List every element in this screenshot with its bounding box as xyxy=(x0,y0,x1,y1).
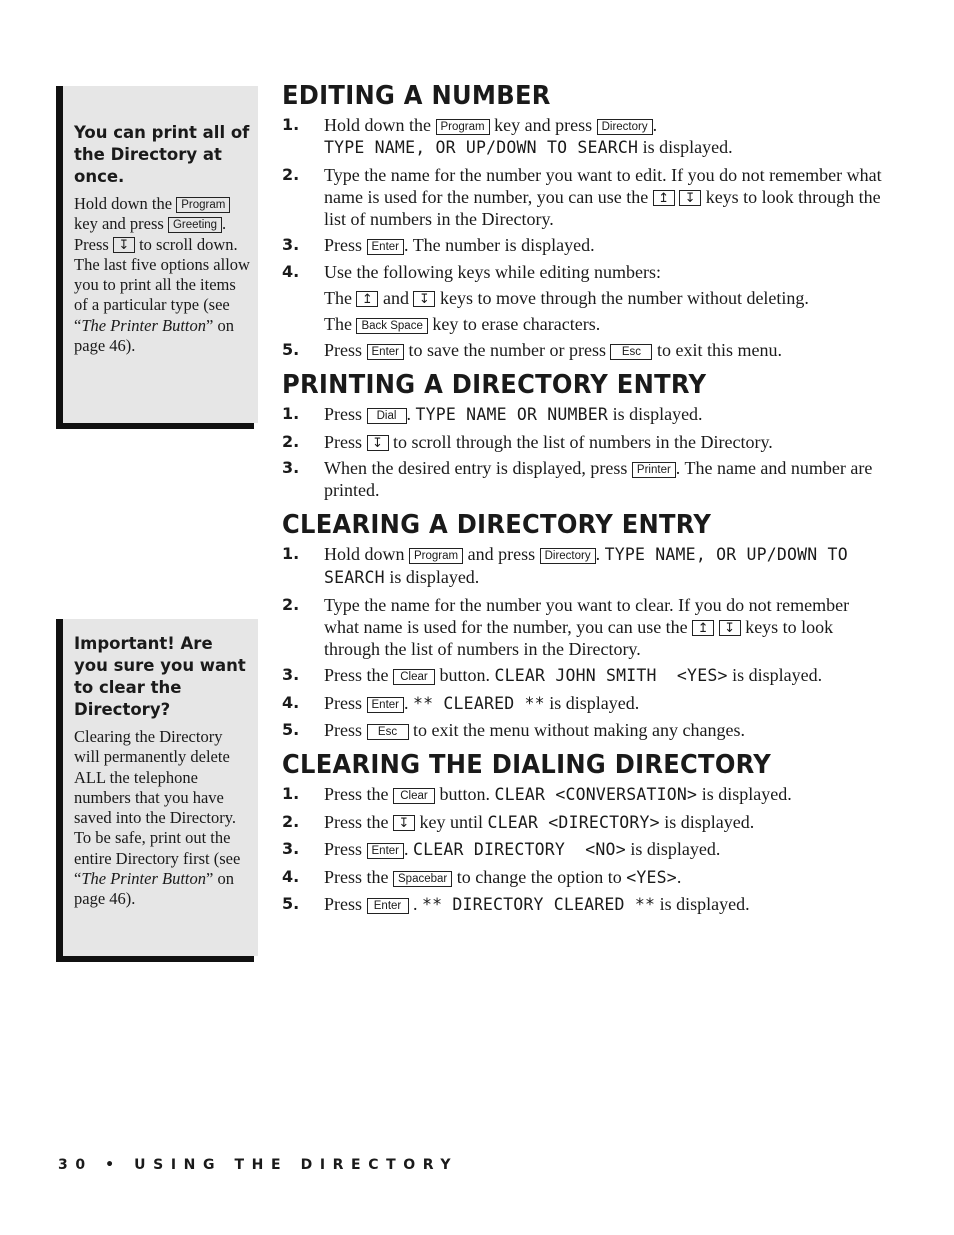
section-title: CLEARING THE DIALING DIRECTORY xyxy=(282,750,772,780)
esc-key: Esc xyxy=(367,724,409,740)
section-clearing-directory xyxy=(282,747,882,916)
sidebar-rule-left xyxy=(56,86,63,429)
sidebar-heading: You can print all of the Directory at once. xyxy=(74,123,250,186)
step: 2. Press the ↧ key until CLEAR <DIRECTORY> is displayed. xyxy=(282,811,755,832)
enter-key: Enter xyxy=(367,898,409,914)
sidebar-text: Clearing the Directory will permanently delete ALL the telephone numbers that you have saved into the Directory. To be safe, print out the entire Directory first (see “The Printer Button” on page 46). xyxy=(74,727,241,909)
step: 1. Hold down the Program key and press Directory . TYPE NAME, OR UP/DOWN TO SEARCH is displayed. xyxy=(282,115,733,157)
spacebar-key: Spacebar xyxy=(393,871,452,887)
sidebar-rule-bottom xyxy=(56,956,254,962)
step: 4. Press the Spacebar to change the option to <YES>. xyxy=(282,866,682,887)
step: 3. When the desired entry is displayed, press Printer . The name and number are printed. xyxy=(282,458,873,500)
step: 1. Hold down Program and press Directory . TYPE NAME, OR UP/DOWN TO SEARCH is displayed. xyxy=(282,544,848,587)
printer-key: Printer xyxy=(632,462,676,478)
down-arrow-key: ↧ xyxy=(719,620,741,636)
program-key: Program xyxy=(176,197,230,213)
enter-key: Enter xyxy=(367,697,405,713)
step: 4. Use the following keys while editing numbers: The ↥ and ↧ keys to move through the number without deleting. The Back Space key to erase characters. xyxy=(282,261,809,334)
display-text: ** CLEARED ** xyxy=(413,693,545,713)
warning-sidebar xyxy=(56,619,258,962)
step: 2. Type the name for the number you want to clear. If you do not remember what name is used for the number, you can use the ↥ ↧ keys to look through the list of numbers in the Directory. xyxy=(282,594,850,659)
step: 1. Press the Clear button. CLEAR <CONVERSATION> is displayed. xyxy=(282,784,792,804)
main-content xyxy=(282,78,882,922)
step: 4. Press Enter . ** CLEARED ** is displayed. xyxy=(282,692,640,713)
tip-sidebar xyxy=(56,86,258,429)
page-footer: 30 • USING THE DIRECTORY xyxy=(58,1157,459,1173)
directory-key: Directory xyxy=(597,119,653,135)
step: 5. Press Enter . ** DIRECTORY CLEARED ** is displayed. xyxy=(282,894,750,914)
step: 2. Type the name for the number you want to edit. If you do not remember what name is used for the number, you can use the ↥ ↧ keys to look through the list of numbers in the Directory. xyxy=(282,164,882,229)
cross-reference: The Printer Button xyxy=(81,315,206,335)
display-text: <YES> xyxy=(626,867,677,887)
section-title: CLEARING A DIRECTORY ENTRY xyxy=(282,510,712,540)
sidebar-heading: Important! Are you sure you want to clear the Directory? xyxy=(74,634,246,719)
up-arrow-key: ↥ xyxy=(692,620,714,636)
step: 3. Press the Clear button. CLEAR JOHN SMITH <YES> is displayed. xyxy=(282,665,823,685)
down-arrow-key: ↧ xyxy=(367,435,389,451)
program-key: Program xyxy=(436,119,490,135)
display-text: TYPE NAME OR NUMBER xyxy=(415,405,609,424)
cross-reference: The Printer Button xyxy=(81,869,206,889)
step: 1. Press Dial . TYPE NAME OR NUMBER is displayed. xyxy=(282,404,703,424)
esc-key: Esc xyxy=(610,344,652,360)
step: 3. Press Enter . CLEAR DIRECTORY <NO> is displayed. xyxy=(282,839,721,859)
up-arrow-key: ↥ xyxy=(653,190,675,206)
down-arrow-key: ↧ xyxy=(413,291,435,307)
display-text: CLEAR <CONVERSATION> xyxy=(494,785,698,804)
program-key: Program xyxy=(409,548,463,564)
display-text: TYPE NAME, OR UP/DOWN TO SEARCH xyxy=(324,138,639,157)
display-text: CLEAR DIRECTORY <NO> xyxy=(413,840,626,859)
section-clearing-entry xyxy=(282,507,882,741)
step: 2. Press ↧ to scroll through the list of numbers in the Directory. xyxy=(282,431,773,452)
greeting-key: Greeting xyxy=(168,217,222,233)
section-title: EDITING A NUMBER xyxy=(282,81,551,111)
clear-key: Clear xyxy=(393,669,435,685)
backspace-key: Back Space xyxy=(356,318,427,334)
display-text: TYPE NAME, OR UP/DOWN TO SEARCH xyxy=(324,545,848,587)
clear-key: Clear xyxy=(393,788,435,804)
up-arrow-key: ↥ xyxy=(356,291,378,307)
step: 5. Press Enter to save the number or press Esc to exit this menu. xyxy=(282,340,782,360)
down-arrow-key: ↧ xyxy=(113,237,135,253)
enter-key: Enter xyxy=(367,843,405,859)
sidebar-rule-bottom xyxy=(56,423,254,429)
enter-key: Enter xyxy=(367,344,405,360)
section-printing-entry xyxy=(282,367,882,501)
enter-key: Enter xyxy=(367,239,405,255)
sidebar-rule-left xyxy=(56,619,63,962)
directory-key: Directory xyxy=(540,548,596,564)
section-editing-number xyxy=(282,78,882,361)
display-text: CLEAR JOHN SMITH <YES> xyxy=(494,666,728,685)
down-arrow-key: ↧ xyxy=(393,815,415,831)
display-text: CLEAR <DIRECTORY> xyxy=(487,812,660,832)
down-arrow-key: ↧ xyxy=(679,190,701,206)
display-text: ** DIRECTORY CLEARED ** xyxy=(422,895,656,914)
step: 5. Press Esc to exit the menu without making any changes. xyxy=(282,720,745,740)
step: 3. Press Enter . The number is displayed. xyxy=(282,235,595,255)
sidebar-text: Hold down the Program key and press Greeting . Press ↧ to scroll down. The last five options allow you to print all the items of a particular type (see “The Printer Button” on page 46). xyxy=(74,194,250,356)
dial-key: Dial xyxy=(367,408,407,424)
section-title: PRINTING A DIRECTORY ENTRY xyxy=(282,370,707,400)
